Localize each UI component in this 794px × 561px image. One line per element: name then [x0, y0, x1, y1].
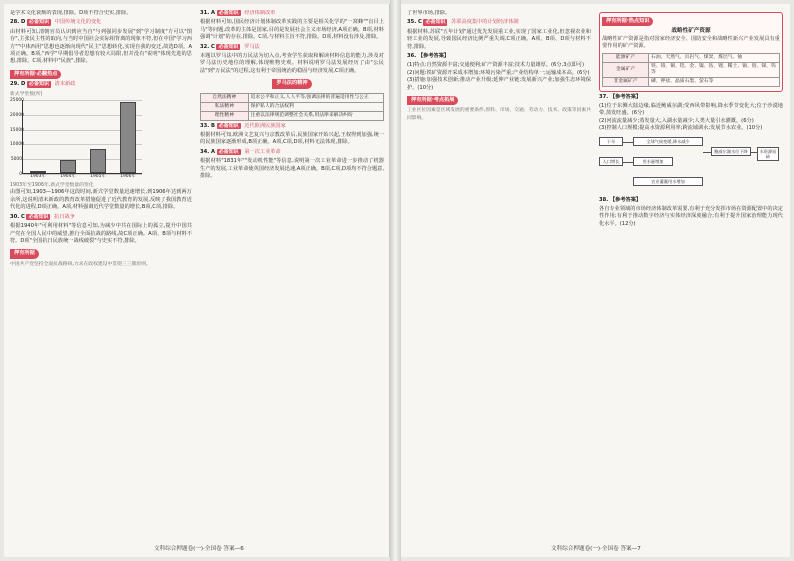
- knowledge-tag: 必备知识: [218, 122, 239, 129]
- question-number: 36. 【参考答案】: [407, 53, 450, 60]
- chart-title: 新式学堂数(所): [10, 91, 43, 97]
- topic: 中国传统文化的变化: [54, 19, 102, 26]
- question-32: [200, 44, 384, 51]
- table-row: [603, 77, 780, 86]
- question-number: 31. A: [200, 10, 216, 16]
- question-number: 35. C: [407, 19, 422, 26]
- answer-text: (1)位于东侧大陆边缘,临近鲍威尔湖;受西风带影响,降水季节变化大;位于沙漠地带,蒸发旺盛。(6分) (2)河流流量减少;蒸发量大,入湖水量减少;人类大量引水灌溉。(6分) (3)控制人口规模;提高水资源利用率;跨流域调水;发展节水农业。(10分): [599, 103, 783, 132]
- question-37: [599, 94, 783, 101]
- knowledge-tag: 必备知识: [218, 43, 239, 50]
- explanation-text: 根据材料"1831年""发动机性能"等信息,说明第一次工业革命进一步推动了机器生产的发展,工业革命使英国经济发展迅速,A项正确。B项,C项,D项均不符合题意,排除。: [200, 158, 384, 180]
- knowledge-tag: 必备知识: [218, 148, 239, 155]
- topic: 抗日战争: [54, 213, 75, 220]
- x-tick-label: 1904年: [60, 173, 76, 179]
- panel-heading: 战略性矿产资源: [671, 28, 711, 35]
- knowledge-tag: 必备知识: [425, 19, 446, 26]
- x-tick-label: 1906年: [120, 173, 136, 179]
- knowledge-tag: 必备知识: [28, 213, 49, 220]
- explanation-text: 本题以罗马法中的万民法为切入点,考查学生获取和解读材料信息的能力,涉及对罗马法历史地位的理解,体现唯物史观。材料说明罗马法发展经历了由"公民法"到"万民法"的过程,这有利于帝国统治的稳固与经济发展,C项正确。: [200, 53, 384, 74]
- topic: 苏联高度集中的计划经济体制: [451, 19, 519, 26]
- table-row: [603, 53, 780, 62]
- topic: 第一次工业革命: [244, 148, 281, 155]
- left-column-2: [200, 10, 384, 535]
- y-tick-label: 25000: [10, 98, 24, 104]
- diagram-node: 鲍威尔湖水位下降: [711, 147, 751, 156]
- grid-line: [23, 100, 142, 101]
- answer-text: (1)特点:自然资源丰富;交通便利;矿产资源丰富;技术力量雄厚。(6分,3点即可) (2)问题:铁矿资源开采成本增加;环境污染严重;产业结构单一;运输成本高。(6分) (3)措施:加强技术创新;推动产业升级;延伸产业链;发展新兴产业;加强生态环境保护。(10分): [407, 62, 591, 91]
- page-footer: 文科综合押题卷(一)·全国卷 答案—6: [154, 546, 244, 552]
- knowledge-tag: 必备知识: [28, 81, 49, 88]
- diagram-node: 人口增长: [599, 157, 623, 166]
- section-banner: 押有所据: [10, 249, 39, 258]
- explanation-text: 根据材料,苏联"五年计划"通过优先发展重工业,实现了国家工业化,但忽视农业和轻工业的发展,导致国民经济比例严重失调,C项正确。A项、B项、D项与材料不符,排除。: [407, 28, 591, 50]
- right-column-1: [407, 10, 591, 535]
- diagram-node: 干旱: [599, 137, 623, 146]
- y-tick-label: 20000: [10, 112, 24, 118]
- question-33: [200, 123, 384, 130]
- question-34: [200, 149, 384, 156]
- chart-caption: 1903年至1906年,新式学堂数量的变化: [10, 183, 94, 189]
- panel-text: 战略性矿产资源是指对国家经济安全、国防安全和战略性新兴产业发展具有重要作用的矿产资源。: [602, 35, 780, 50]
- diagram-arrow: [703, 152, 711, 153]
- diagram-arrow: [623, 142, 633, 143]
- explanation-text: 根据1940年"可利用材料"等信息可知,为减少中共在国际上的孤立,提升中国共产党在全国人民中的威望,推行全面抗战的路线,故C项正确。A项、B项与材料不符。D项"全国抗日民族统一战线破裂"与史实不符,排除。: [10, 223, 192, 244]
- roman-law-table: [200, 93, 384, 121]
- y-tick-label: 5000: [10, 157, 22, 163]
- answer-text: 各自专业领域的市场经济体制改革需要,有利于充分发挥市场在资源配置中的决定性作用;有利于推动数字经济与实体经济深度融合;有利于提升国家治理能力现代化水平。(12分): [599, 206, 783, 227]
- question-number: 34. A: [200, 148, 216, 155]
- question-number: 33. B: [200, 122, 215, 129]
- row-header: 理性精神: [201, 111, 249, 120]
- question-36: [407, 53, 591, 60]
- diagram-node: 农业灌溉用水增加: [633, 177, 703, 186]
- intro-text: 是学术文化衰颓的表现,排除。D项不符合史实,排除。: [10, 10, 132, 16]
- y-tick-label: 0: [19, 172, 22, 178]
- table-row: [603, 62, 780, 77]
- explanation-text: 根据材料可知,欧洲文艺复兴与宗教改革后,民族国家开始兴起,王权得到加强,统一的民族国家逐渐形成,B项正确。A项,C项,D项,材料无法体现,排除。: [200, 132, 384, 146]
- bar-chart: [10, 98, 142, 179]
- question-31: [200, 10, 384, 17]
- row-header: 能源矿产: [603, 53, 649, 62]
- diagram-arrow: [623, 162, 633, 163]
- row-header: 非金属矿产: [603, 77, 649, 86]
- table-row: [201, 93, 384, 102]
- question-number: 38. 【参考答案】: [599, 196, 642, 203]
- diagram-node: 水资源短缺: [757, 147, 779, 161]
- question-number: 32. C: [200, 43, 215, 50]
- y-tick-label: 15000: [10, 127, 24, 133]
- question-29: [10, 81, 192, 88]
- diagram-arrow: [751, 152, 757, 153]
- question-38: [599, 197, 783, 204]
- row-text: 石油、天然气、页岩气、煤炭、煤层气、铀: [649, 53, 780, 62]
- box-title: 罗马法的精神: [272, 79, 311, 88]
- cause-diagram: [599, 135, 783, 195]
- hot-knowledge-panel: [599, 12, 783, 92]
- book-gutter: [390, 0, 401, 561]
- row-text: 追求公平和正义,人人平等,强调法律的普遍适用性与公正: [248, 93, 383, 102]
- row-text: 注重以法律规范调整社会关系,用法律来解决纠纷: [248, 111, 383, 120]
- question-number: 29. D: [10, 81, 26, 88]
- page-footer: 文科综合押题卷(一)·全国卷 答案—7: [551, 546, 641, 552]
- diagram-node: 用水量增加: [633, 157, 673, 166]
- note-text: 中国共产党坚持全面抗战路线,力求在政权建设中贯彻三三制原则。: [10, 261, 151, 267]
- table-row: [201, 102, 384, 111]
- explanation-text: 根据材料可知,国民经济计划体制改革实践的主要是相关化学的"一窝蜂""盲目上马"等问题,改革的主体是国家,目的是发展社会主义市场经济,A项正确。B项,材料强调"计划"的存在,排除。C项,与材料主旨不符,排除。D项,材料没有涉及,排除。: [200, 19, 384, 41]
- row-header: 私法精神: [201, 102, 249, 111]
- diagram-node: 全球气候变暖,降水减少: [633, 137, 703, 146]
- question-number: 30. C: [10, 213, 25, 220]
- row-header: 金属矿产: [603, 62, 649, 77]
- table-row: [201, 111, 384, 120]
- section-banner: 押有所据·必翻热点: [10, 70, 61, 79]
- knowledge-tag: 必备知识: [218, 10, 239, 16]
- row-text: 铁、铬、铜、铝、金、镍、钴、锂、稀土、锡、钼、锑、钨等: [649, 62, 780, 77]
- left-page: [4, 4, 390, 557]
- bar: [90, 149, 106, 173]
- row-text: 保护私人的合法权利: [248, 102, 383, 111]
- knowledge-tag: 必备知识: [28, 19, 49, 26]
- right-column-2: [599, 10, 783, 535]
- topic: 清末新政: [54, 81, 76, 88]
- question-number: 28. D: [10, 19, 26, 26]
- mineral-table: [602, 53, 780, 87]
- right-page: [401, 4, 790, 557]
- x-tick-label: 1903年: [30, 173, 46, 179]
- explanation-text: 由图可知,1903—1906年这段时间,新式学堂数量迅速增长,到1906年达到两万余所,这说明清末新政的教育改革措施促进了近代教育的发展,反映了我国教育近代化的进程,D项正确。A项,材料强调近代学堂数量的增长,B项,C项,排除。: [10, 189, 192, 211]
- row-text: 磷、钾盐、晶质石墨、萤石等: [649, 77, 780, 86]
- section-banner: 押有所据·考点拓展: [407, 96, 458, 105]
- y-tick-label: 10000: [10, 142, 24, 148]
- topic: 罗马法: [244, 43, 260, 50]
- question-35: [407, 19, 591, 26]
- panel-banner: 押有所据·热点知识: [602, 17, 653, 26]
- bar: [60, 160, 76, 173]
- left-column-1: [10, 10, 192, 535]
- row-header: 自然法精神: [201, 93, 249, 102]
- box-title-wrap: [200, 77, 384, 90]
- note-text: 工业区位因素是区域发展的重要条件,原料、市场、交通、劳动力、技术、政策等因素共同影响。: [407, 108, 591, 121]
- x-tick-label: 1905年: [90, 173, 106, 179]
- bar: [120, 102, 136, 173]
- question-number: 37. 【参考答案】: [599, 93, 642, 100]
- question-28: [10, 19, 192, 26]
- explanation-text: 由材料可知,清朝官员认识到应当自"与列强同步发展"到"学习制度"方可以"图存",主张民主性的取向,与当时中国社会实际相背离的现象不符,但在中国"学习西方""中体西用"思想也逐渐向现代"民主"思想转化,实现自我的变迁,故选D项。A项正确。B项,"西学"早期倡导者思想有较大局限,但并没有"说明"体现先进的思想,排除。C项,材料中"民族",排除。: [10, 28, 192, 65]
- topic: 经济体制改革: [244, 10, 276, 16]
- question-30: [10, 214, 192, 221]
- intro-text: 了世界市场,排除。: [407, 10, 451, 16]
- topic: 近代欧洲民族国家: [244, 122, 286, 129]
